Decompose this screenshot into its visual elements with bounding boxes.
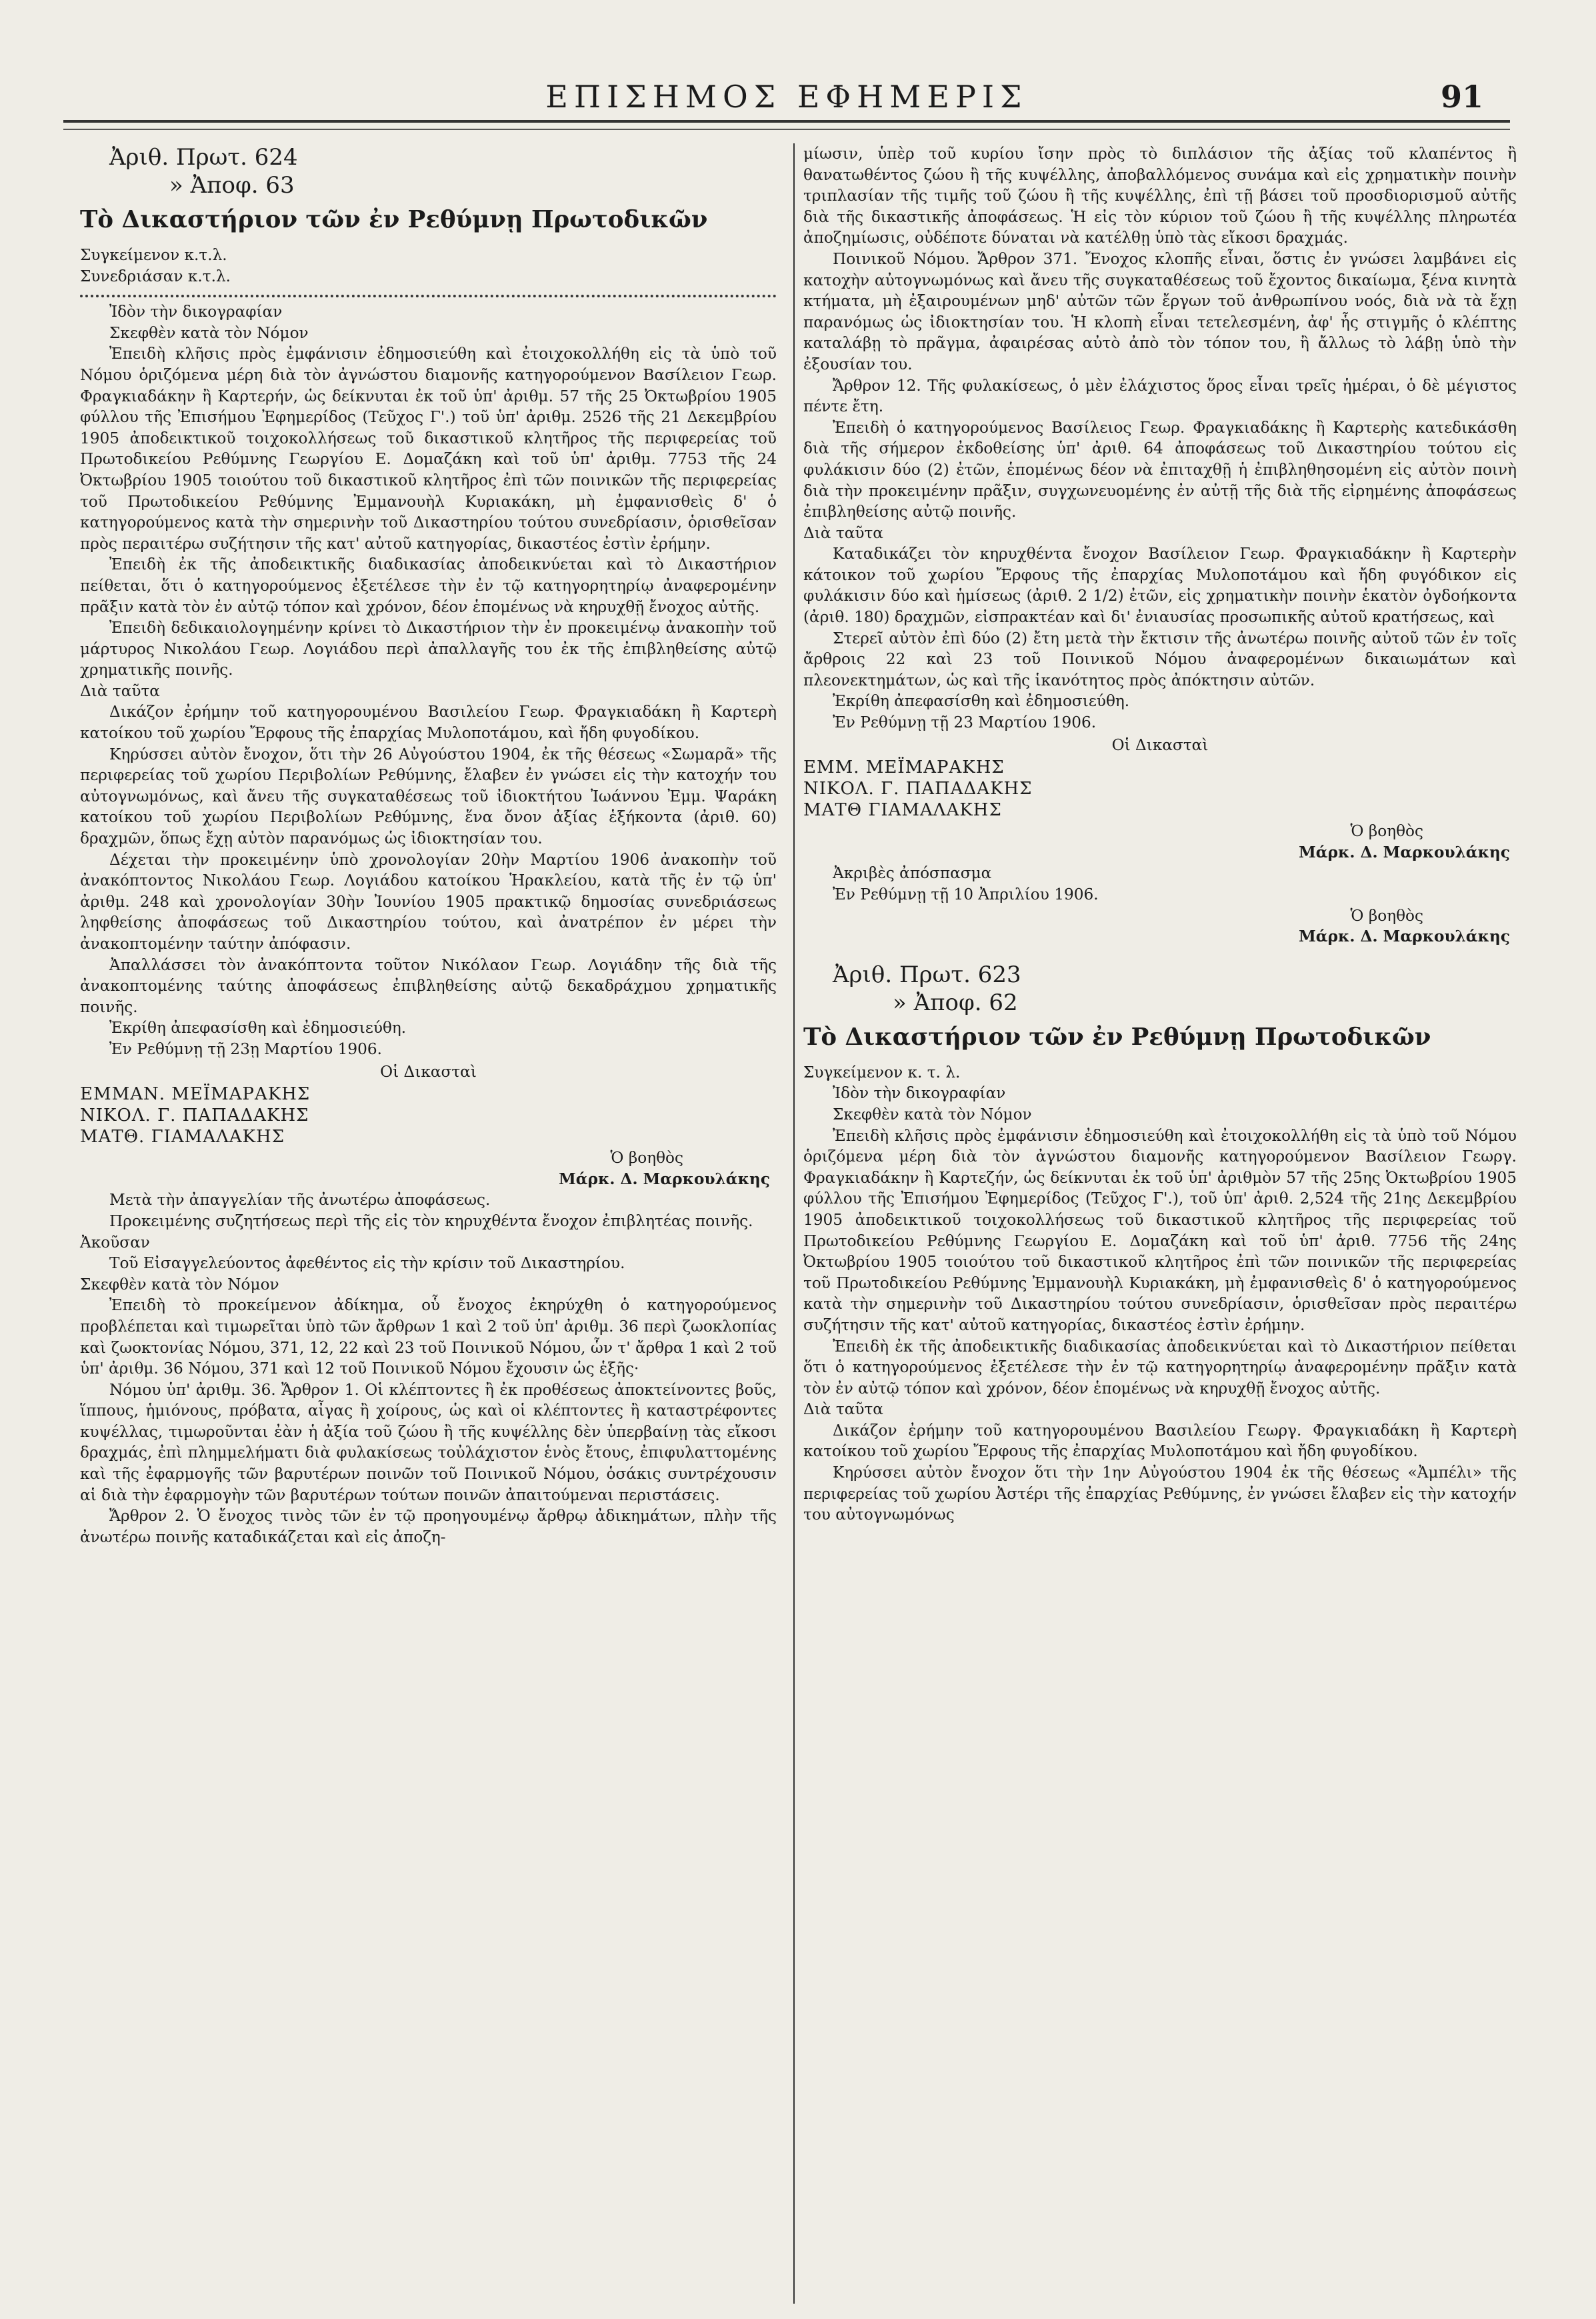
paragraph: Ἐπειδὴ ἐκ τῆς ἀποδεικτικῆς διαδικασίας ἀποδεικνύεται καὶ τὸ Δικαστήριον πείθεται, ὅτι ὁ κατηγορούμενος ἐξετέλεσε τὴν ἐν τῷ κατηγορητηρίῳ ἀναφερομένην πρᾶξιν κατὰ τὸν ἐν αὐτῷ τόπον καὶ χρόνον, δέον ἑπομένως νὰ κηρυχθῇ ἔνοχος αὐτῆς. xyxy=(80,555,777,616)
paragraph: Νόμου ὑπ' ἀριθμ. 36. Ἄρθρον 1. Οἱ κλέπτοντες ἢ ἐκ προθέσεως ἀποκτείνοντες βοῦς, ἵππους, ἡμιόνους, πρόβατα, αἶγας ἢ χοίρους, ὡς καὶ οἱ κλέπτοντες ἢ καταστρέφοντες κυψέλλας, τιμωροῦνται ἐὰν ἡ ἀξία τοῦ ζώου ἢ τῆς κυψέλλης δὲν ὑπερβαίνῃ τὰς εἴκοσι δραχμάς, ἐπὶ πλημμελήματι διὰ φυλακίσεως τοὐλάχιστον ἑνὸς ἔτους, ἐπιφυλαττομένης καὶ τῆς ἐφαρμογῆς τῶν βαρυτέρων ποινῶν τοῦ Ποινικοῦ Νόμου, ὁσάκις συντρέχουσιν αἱ διὰ τὴν ἐφαρμογὴν τῶν βαρυτέρων τούτων ποινῶν ἀπαιτούμεναι περιστάσεις. xyxy=(80,1380,777,1504)
formula-line: Συγκείμενον κ.τ.λ. xyxy=(80,246,227,264)
protocol-number: Ἀριθ. Πρωτ. 623 xyxy=(833,961,1021,988)
assistant-name: Μάρκ. Δ. Μαρκουλάκης xyxy=(1299,843,1510,861)
date-line: Ἐν Ρεθύμνῃ τῇ 23ῃ Μαρτίου 1906. xyxy=(109,1039,382,1058)
right-column xyxy=(803,143,1517,1526)
paragraph: Ἐπειδὴ δεδικαιολογημένην κρίνει τὸ Δικαστήριον τὴν ἐν προκειμένῳ ἀνακοπὴν τοῦ μάρτυρος Νικολάου Γεωρ. Λογιάδου περὶ ἀπαλλαγῆς του ἐκ τῆς ἐπιβληθείσης αὐτῷ χρηματικῆς ποινῆς. xyxy=(80,619,777,679)
protocol-number: Ἀριθ. Πρωτ. 624 xyxy=(109,144,298,171)
paragraph: Ἐπειδὴ ἐκ τῆς ἀποδεικτικῆς διαδικασίας ἀποδεικνύεται καὶ τὸ Δικαστήριον πείθεται ὅτι ὁ κατηγορούμενος ἐξετέλεσε τὴν ἐν τῷ κατηγορητηρίῳ ἀναφερομένην πρᾶξιν κατὰ τὸν ἐν αὐτῷ τόπον καὶ χρόνον, δέον ἑπομένως νὰ κηρυχθῇ ἔνοχος αὐτῆς. xyxy=(803,1337,1517,1398)
date-line: Ἐν Ρεθύμνῃ τῇ 23 Μαρτίου 1906. xyxy=(833,713,1097,732)
judges-heading: Οἱ Δικασταὶ xyxy=(380,1062,477,1081)
paragraph: μίωσιν, ὑπὲρ τοῦ κυρίου ἴσην πρὸς τὸ διπλάσιον τῆς ἀξίας τοῦ κλαπέντος ἢ θανατωθέντος ζώου ἢ τῆς κυψέλλης, ἀποβαλλόμενος συνάμα καὶ εἰς χρηματικὴν ποινὴν τριπλασίαν τῆς τιμῆς τοῦ ζώου ἢ τῆς κυψέλλης, ἐπὶ τῇ βάσει τοῦ προσδιορισμοῦ αὐτῆς διὰ τῆς δικαστικῆς ἀποφάσεως. Ἡ εἰς τὸν κύριον τοῦ ζώου ἢ τῆς κυψέλλης πληρωτέα ἀποζημίωσις, οὐδέποτε δύναται νὰ κατέλθῃ ὑπὸ τὰς εἴκοσι δραχμάς. xyxy=(803,145,1517,247)
judge-name: ΜΑΤΘ ΓΙΑΜΑΛΑΚΗΣ xyxy=(803,800,1002,821)
paragraph: Ποινικοῦ Νόμου. Ἄρθρον 371. Ἔνοχος κλοπῆς εἶναι, ὅστις ἐν γνώσει λαμβάνει εἰς κατοχὴν αὐτογνωμόνως καὶ ἄνευ τῆς συγκαταθέσεως τοῦ ἔχοντος δικαίωμα, ξένα κινητὰ κτήματα, μὴ ἐξαιρουμένων μηδ' αὐτῶν τῶν ἔργων τοῦ ἀνθρωπίνου νοός, διὰ νὰ τὰ ἔχῃ παρανόμως ὡς ἰδιοκτησίαν του. Ἡ κλοπὴ εἶναι τετελεσμένη, ἀφ' ἧς στιγμῆς ὁ κλέπτης καταλάβῃ τὸ πρᾶγμα, ἀφαιρέσας αὐτὸ ἀπὸ τὸν τόπον του, ἢ ἄλλως τὸ λάβῃ ὑπὸ τὴν ἐξουσίαν του. xyxy=(803,249,1517,373)
formula-line: Σκεφθὲν κατὰ τὸν Νόμον xyxy=(833,1105,1032,1123)
judges-heading: Οἱ Δικασταὶ xyxy=(1111,735,1209,754)
paragraph: Ἐπειδὴ ὁ κατηγορούμενος Βασίλειος Γεωρ. Φραγκιαδάκης ἢ Καρτερὴς κατεδικάσθη διὰ τῆς σήμερον ἐκδοθείσης ὑπ' ἀριθ. 64 ἀποφάσεως τοῦ Δικαστηρίου τούτου εἰς φυλάκισιν δύο (2) ἐτῶν, ἑπομένως δέον νὰ ἐπιταχθῇ ἡ ἐπιβληθησομένη εἰς αὐτὸν ποινὴ διὰ τὴν προκειμένην πρᾶξιν, συγχωνευομένης ἐν αὐτῇ τῆς διὰ τῆς εἰρημένης ἀποφάσεως ἐπιβληθείσης αὐτῷ ποινῆς. xyxy=(803,418,1517,521)
formula-line: Ἰδὸν τὴν δικογραφίαν xyxy=(833,1084,1006,1103)
paragraph: Δικάζον ἐρήμην τοῦ κατηγορουμένου Βασιλείου Γεωρ. Φραγκιαδάκη ἢ Καρτερὴ κατοίκου τοῦ χωρίου Ἔρφους τῆς ἐπαρχίας Μυλοποτάμου, καὶ ἤδη φυγοδίκου. xyxy=(80,703,777,743)
judge-name: ΕΜΜΑΝ. ΜΕΪΜΑΡΑΚΗΣ xyxy=(80,1084,311,1105)
assistant-name: Μάρκ. Δ. Μαρκουλάκης xyxy=(559,1170,770,1188)
spacer xyxy=(803,947,1517,961)
judge-name: ΝΙΚΟΛ. Γ. ΠΑΠΑΔΑΚΗΣ xyxy=(80,1105,309,1126)
section-heading: Διὰ ταῦτα xyxy=(80,681,160,700)
paragraph: Κηρύσσει αὐτὸν ἔνοχον, ὅτι τὴν 26 Αὐγούστου 1904, ἐκ τῆς θέσεως «Σωμαρᾶ» τῆς περιφερείας τοῦ χωρίου Περιβολίων Ρεθύμνης, ἔλαβεν ἐν γνώσει εἰς τὴν κατοχήν του αὐτογνωμόνως, καὶ ἄνευ τῆς συγκαταθέσεως τοῦ ἰδιοκτήτου Ἰωάννου Ἐμμ. Ψαράκη κατοίκου τοῦ χωρίου Περιβολίων Ρεθύμνης, ἕνα ὄνον ἀξίας ἑξήκοντα (ἀριθ. 60) δραχμῶν, ὅπως ἔχῃ αὐτὸν παρανόμως ὡς ἰδιοκτησίαν του. xyxy=(80,745,777,848)
paragraph: Ἐκρίθη ἀπεφασίσθη καὶ ἐδημοσιεύθη. xyxy=(833,692,1130,711)
paragraph: Κηρύσσει αὐτὸν ἔνοχον ὅτι τὴν 1ην Αὐγούστου 1904 ἐκ τῆς θέσεως «Ἀμπέλι» τῆς περιφερείας τοῦ χωρίου Ἀστέρι τῆς ἐπαρχίας Ρεθύμνης, ἐν γνώσει ἔλαβεν εἰς τὴν κατοχήν του αὐτογνωμόνως xyxy=(803,1464,1517,1524)
assistant-title: Ὁ βοηθὸς xyxy=(1350,906,1423,925)
court-heading: Τὸ Δικαστήριον τῶν ἐν Ρεθύμνῃ Πρωτοδικῶν xyxy=(803,1023,1431,1051)
formula-line: Ἰδὸν τὴν δικογραφίαν xyxy=(109,303,283,321)
paragraph: Ἀκριβὲς ἀπόσπασμα xyxy=(833,864,992,883)
gazette-title: ΕΠΙΣΗΜΟΣ ΕΦΗΜΕΡΙΣ xyxy=(545,79,1028,115)
left-column xyxy=(80,143,777,1548)
paragraph: Ἐπειδὴ κλῆσις πρὸς ἐμφάνισιν ἐδημοσιεύθη καὶ ἐτοιχοκολλήθη εἰς τὰ ὑπὸ τοῦ Νόμου ὁριζόμενα μέρη διὰ τὸν ἀγνώστου διαμονῆς κατηγορούμενον Βασίλειον Γεωργ. Φραγκιαδάκην ἢ Καρτεζήν, ὡς δείκνυται ἐκ τοῦ ὑπ' ἀριθμὸν 57 τῆς 25ης Ὀκτωβρίου 1905 φύλλου τῆς Ἐπισήμου Ἐφημερίδος (Τεῦχος Γ'.), τοῦ ὑπ' ἀριθ. 2,524 τῆς 21ης Δεκεμβρίου 1905 ἀποδεικτικοῦ τοιχοκολλήσεως τοῦ δικαστικοῦ κλητῆρος τῆς περιφερείας τοῦ Πρωτοδικείου Ρεθύμνης Γεωργίου Ε. Δομαζάκη καὶ τοῦ ὑπ' ἀριθ. 7756 τῆς 24ης Ὀκτωβρίου 1905 τοιούτου τοῦ δικαστικοῦ κλητῆρος ἐπὶ τῶν ποινικῶν τῆς περιφερείας τοῦ Πρωτοδικείου Ρεθύμνης Ἐμμανουὴλ Κυριακάκη, μὴ ἐμφανισθεὶς δ' ὁ κατηγορούμενος κατὰ τὴν σημερινὴν τοῦ Δικαστηρίου τούτου συνεδρίασιν, ὁρισθεῖσαν πρὸς περαιτέρω συζήτησιν τῆς κατ' αὐτοῦ κατηγορίας, δικαστέος ἐστὶν ἐρήμην. xyxy=(803,1126,1517,1334)
section-heading: Σκεφθὲν κατὰ τὸν Νόμον xyxy=(80,1275,279,1294)
dotted-separator xyxy=(80,291,777,297)
paragraph: Τοῦ Εἰσαγγελεύοντος ἀφεθέντος εἰς τὴν κρίσιν τοῦ Δικαστηρίου. xyxy=(109,1254,625,1273)
judge-name: ΜΑΤΘ. ΓΙΑΜΑΛΑΚΗΣ xyxy=(80,1127,285,1147)
court-heading: Τὸ Δικαστήριον τῶν ἐν Ρεθύμνῃ Πρωτοδικῶν xyxy=(80,206,708,233)
column-divider xyxy=(793,143,795,2304)
assistant-title: Ὁ βοηθὸς xyxy=(610,1149,683,1168)
section-heading: Διὰ ταῦτα xyxy=(803,523,883,542)
decision-number: » Ἀποφ. 62 xyxy=(893,989,1018,1016)
paragraph: Στερεῖ αὐτὸν ἐπὶ δύο (2) ἔτη μετὰ τὴν ἔκτισιν τῆς ἀνωτέρω ποινῆς αὐτοῦ τῶν ἐν τοῖς ἄρθροις 22 καὶ 23 τοῦ Ποινικοῦ Νόμου ἀναφερομένων δικαιωμάτων καὶ πλεονεκτημάτων, ὡς καὶ τῆς ἱκανότητος πρὸς ἀπόκτησιν αὐτῶν. xyxy=(803,629,1517,689)
section-heading: Διὰ ταῦτα xyxy=(803,1400,883,1419)
paragraph: Ἄρθρον 2. Ὁ ἔνοχος τινὸς τῶν ἐν τῷ προηγουμένῳ ἄρθρῳ ἀδικημάτων, πλὴν τῆς ἀνωτέρω ποινῆς καταδικάζεται καὶ εἰς ἀποζη- xyxy=(80,1507,777,1546)
paragraph: Ἐκρίθη ἀπεφασίσθη καὶ ἐδημοσιεύθη. xyxy=(109,1019,407,1037)
paragraph: Ἐπειδὴ τὸ προκείμενον ἀδίκημα, οὗ ἔνοχος ἐκηρύχθη ὁ κατηγορούμενος προβλέπεται καὶ τιμωρεῖται ὑπὸ τῶν ἄρθρων 1 καὶ 2 τοῦ ὑπ' ἀριθμ. 36 περὶ ζωοκλοπίας καὶ ζωοκτονίας Νόμου, 371, 12, 22 καὶ 23 τοῦ Ποινικοῦ Νόμου, ὧν τ' ἄρθρα 1 καὶ 2 τοῦ ὑπ' ἀριθμ. 36 Νόμου, 371 καὶ 12 τοῦ Ποινικοῦ Νόμου ἔχουσιν ὡς ἑξῆς· xyxy=(80,1296,777,1378)
paragraph: Δέχεται τὴν προκειμένην ὑπὸ χρονολογίαν 20ὴν Μαρτίου 1906 ἀνακοπὴν τοῦ ἀνακόπτοντος Νικολάου Γεωρ. Λογιάδου κατοίκου Ἡρακλείου, κατὰ τῆς ἐν τῷ ὑπ' ἀριθμ. 248 καὶ χρονολογίαν 30ὴν Ἰουνίου 1905 πρακτικῷ δημοσίας συνεδριάσεως ληφθείσης ἀποφάσεως τοῦ Δικαστηρίου τούτου, καὶ ἀνατρέπον ἐν μέρει τὴν ἀνακοπτομένην ταύτην ἀπόφασιν. xyxy=(80,850,777,953)
page-header xyxy=(63,79,1510,125)
page-number: 91 xyxy=(1440,79,1483,115)
judge-name: ΝΙΚΟΛ. Γ. ΠΑΠΑΔΑΚΗΣ xyxy=(803,779,1033,799)
paragraph: Ἄρθρον 12. Τῆς φυλακίσεως, ὁ μὲν ἐλάχιστος ὅρος εἶναι τρεῖς ἡμέραι, ὁ δὲ μέγιστος πέντε ἔτη. xyxy=(803,376,1517,416)
paragraph: Καταδικάζει τὸν κηρυχθέντα ἔνοχον Βασίλειον Γεωρ. Φραγκιαδάκην ἢ Καρτερὴν κάτοικον τοῦ χωρίου Ἔρφους τῆς ἐπαρχίας Μυλοποτάμου καὶ ἤδη φυγόδικον εἰς φυλάκισιν δύο καὶ ἡμίσεως (ἀριθ. 2 1/2) ἐτῶν, εἰς χρηματικὴν ποινὴν ἑκατὸν ὀγδοήκοντα (ἀριθ. 180) δραχμῶν, εἰσπρακτέαν καὶ δι' ἐνιαυσίας προσωπικῆς αὐτοῦ κρατήσεως, καὶ xyxy=(803,545,1517,627)
assistant-name: Μάρκ. Δ. Μαρκουλάκης xyxy=(1299,927,1510,946)
header-rule xyxy=(63,120,1510,130)
paragraph: Ἀπαλλάσσει τὸν ἀνακόπτοντα τοῦτον Νικόλαον Γεωρ. Λογιάδην τῆς διὰ τῆς ἀνακοπτομένης ταύτης ἀποφάσεως ἐπιβληθείσης αὐτῷ δεκαδράχμου χρηματικῆς ποινῆς. xyxy=(80,955,777,1016)
paragraph: Προκειμένης συζητήσεως περὶ τῆς εἰς τὸν κηρυχθέντα ἔνοχον ἐπιβλητέας ποινῆς. xyxy=(109,1212,753,1230)
formula-line: Συνεδριάσαν κ.τ.λ. xyxy=(80,267,231,285)
judge-name: ΕΜΜ. ΜΕΪΜΑΡΑΚΗΣ xyxy=(803,757,1005,778)
date-line: Ἐν Ρεθύμνῃ τῇ 10 Ἀπριλίου 1906. xyxy=(833,885,1099,903)
section-heading: Ἀκοῦσαν xyxy=(80,1233,150,1252)
paragraph: Ἐπειδὴ κλῆσις πρὸς ἐμφάνισιν ἐδημοσιεύθη καὶ ἐτοιχοκολλήθη εἰς τὰ ὑπὸ τοῦ Νόμου ὁριζόμενα μέρη διὰ τὸν ἀγνώστου διαμονῆς κατηγορούμενον Βασίλειον Γεωρ. Φραγκιαδάκην ἢ Καρτερήν, ὡς δείκνυται ἐκ τοῦ ὑπ' ἀριθμ. 57 τῆς 25 Ὀκτωβρίου 1905 φύλλου τῆς Ἐπισήμου Ἐφημερίδος (Τεῦχος Γ'.) τοῦ ὑπ' ἀριθμ. 2526 τῆς 21 Δεκεμβρίου 1905 ἀποδεικτικοῦ τοιχοκολλήσεως τοῦ δικαστικοῦ κλητῆρος τῆς περιφερείας τοῦ Πρωτοδικείου Ρεθύμνης Γεωργίου Ε. Δομαζάκη καὶ τοῦ ὑπ' ἀριθμ. 7753 τῆς 24 Ὀκτωβρίου 1905 τοιούτου τοῦ δικαστικοῦ κλητῆρος ἐπὶ τῶν ποινικῶν τῆς περιφερείας τοῦ Πρωτοδικείου Ρεθύμνης Ἐμμανουὴλ Κυριακάκη, μὴ ἐμφανισθεὶς δ' ὁ κατηγορούμενος κατὰ τὴν σημερινὴν τοῦ Δικαστηρίου τούτου συνεδρίασιν, ὁρισθεῖσαν πρὸς περαιτέρω συζήτησιν τῆς κατ' αὐτοῦ κατηγορίας, δικαστέος ἐστὶν ἐρήμην. xyxy=(80,345,777,553)
assistant-title: Ὁ βοηθὸς xyxy=(1350,822,1423,841)
paragraph: Μετὰ τὴν ἀπαγγελίαν τῆς ἀνωτέρω ἀποφάσεως. xyxy=(109,1191,491,1210)
paragraph: Δικάζον ἐρήμην τοῦ κατηγορουμένου Βασιλείου Γεωργ. Φραγκιαδάκη ἢ Καρτερὴ κατοίκου τοῦ χωρίου Ἔρφους τῆς ἐπαρχίας Μυλοποτάμου καὶ ἤδη φυγοδίκου. xyxy=(803,1421,1517,1461)
formula-line: Συγκείμενον κ. τ. λ. xyxy=(803,1063,961,1081)
decision-number: » Ἀποφ. 63 xyxy=(169,172,295,199)
formula-line: Σκεφθὲν κατὰ τὸν Νόμον xyxy=(109,323,309,342)
